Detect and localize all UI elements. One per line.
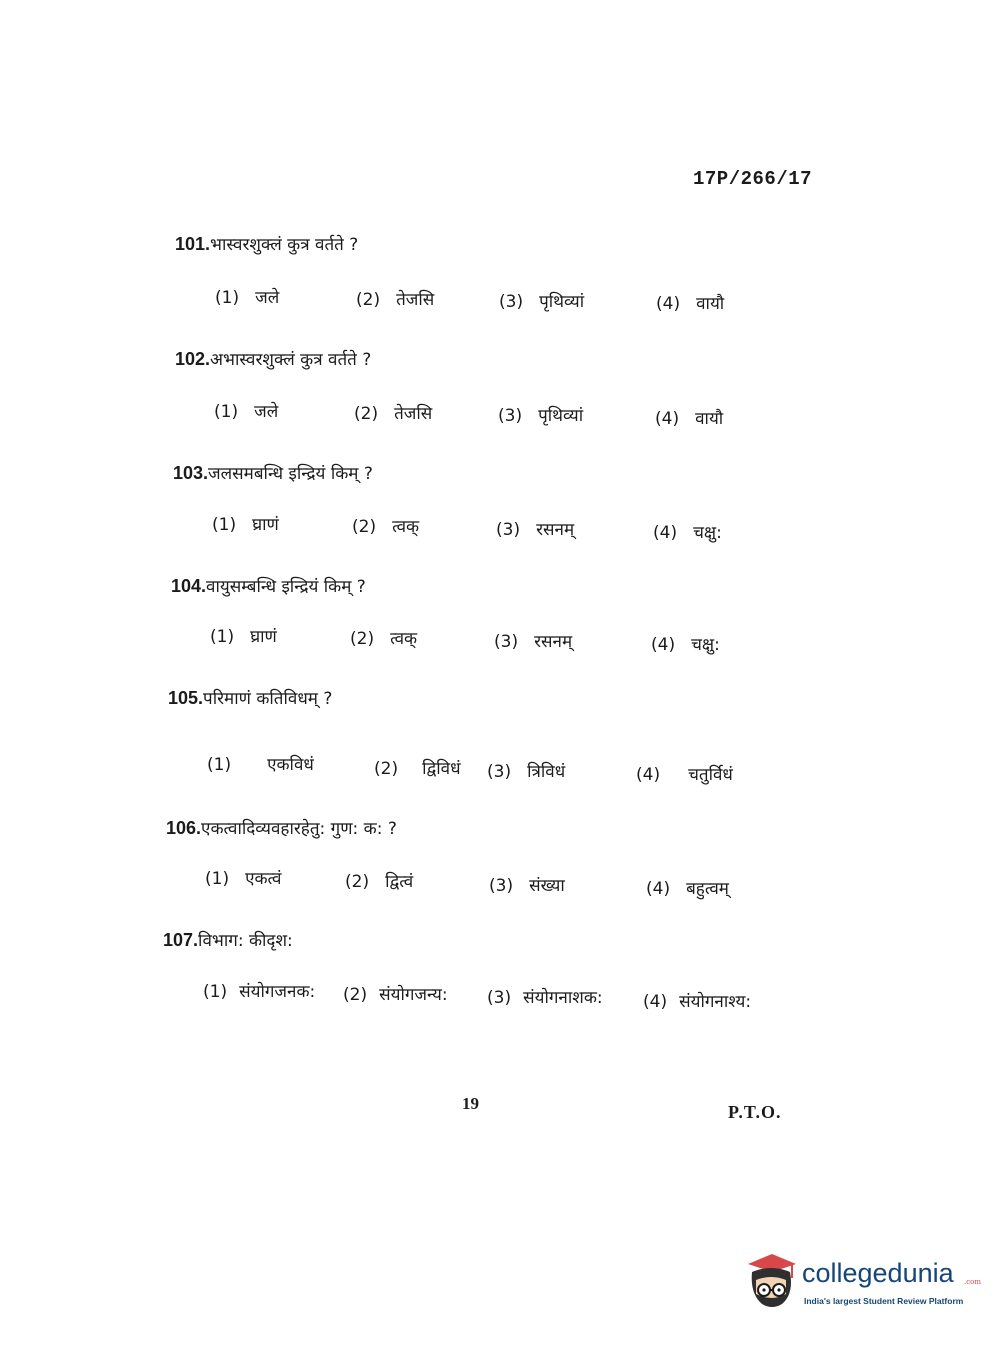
page-number: 19 [462, 1094, 479, 1113]
brand-tagline: India's largest Student Review Platform [804, 1296, 964, 1306]
question-103 [173, 461, 373, 484]
question-number: 106. [166, 818, 202, 838]
option-106-1[interactable]: (1) एकत्वं [205, 869, 282, 889]
question-number: 105. [168, 688, 204, 708]
question-text: परिमाणं कतिविधम् ? [203, 689, 333, 709]
option-107-1[interactable]: (1) संयोगजनक: [203, 982, 316, 1002]
option-105-1[interactable]: (1) एकविधं [207, 755, 314, 775]
option-104-4[interactable]: (4) चक्षु: [651, 635, 720, 655]
option-101-3[interactable]: (3) पृथिव्यां [499, 292, 585, 312]
paper-code: 17P/266/17 [693, 168, 813, 190]
option-104-2[interactable]: (2) त्वक् [350, 629, 418, 649]
question-101 [175, 232, 358, 255]
option-102-3[interactable]: (3) पृथिव्यां [498, 406, 584, 426]
option-105-2[interactable]: (2) द्विविधं [374, 759, 461, 779]
option-107-3[interactable]: (3) संयोगनाशक: [487, 988, 603, 1008]
option-102-1[interactable]: (1) जले [214, 402, 279, 422]
question-107 [163, 928, 293, 951]
option-107-4[interactable]: (4) संयोगनाश्य: [643, 992, 752, 1012]
question-number: 104. [171, 576, 207, 596]
option-102-4[interactable]: (4) वायौ [655, 409, 724, 429]
question-number: 107. [163, 930, 199, 950]
option-105-3[interactable]: (3) त्रिविधं [487, 762, 566, 782]
question-text: जलसमबन्धि इन्द्रियं किम् ? [208, 464, 373, 484]
option-106-3[interactable]: (3) संख्या [489, 876, 565, 896]
question-102 [175, 347, 371, 370]
question-number: 103. [173, 463, 209, 483]
question-number: 101. [175, 234, 211, 254]
question-number: 102. [175, 349, 211, 369]
question-106 [166, 816, 397, 839]
option-101-1[interactable]: (1) जले [215, 288, 280, 308]
option-107-2[interactable]: (2) संयोगजन्य: [343, 985, 448, 1005]
option-106-2[interactable]: (2) द्वित्वं [345, 872, 414, 892]
option-103-1[interactable]: (1) घ्राणं [212, 515, 279, 535]
option-103-4[interactable]: (4) चक्षु: [653, 523, 722, 543]
question-text: विभाग: कीदृश: [198, 931, 293, 951]
student-mascot-icon [742, 1250, 800, 1312]
option-103-2[interactable]: (2) त्वक् [352, 517, 420, 537]
question-105 [168, 686, 332, 709]
question-text: अभास्वरशुक्लं कुत्र वर्तते ? [210, 350, 372, 370]
option-102-2[interactable]: (2) तेजसि [354, 404, 433, 424]
brand-watermark[interactable] [742, 1250, 981, 1314]
question-text: वायुसम्बन्धि इन्द्रियं किम् ? [206, 577, 366, 597]
option-103-3[interactable]: (3) रसनम् [496, 520, 575, 540]
option-101-2[interactable]: (2) तेजसि [356, 290, 435, 310]
option-104-3[interactable]: (3) रसनम् [494, 632, 573, 652]
question-104 [171, 574, 366, 597]
option-104-1[interactable]: (1) घ्राणं [210, 627, 277, 647]
option-101-4[interactable]: (4) वायौ [656, 294, 725, 314]
question-text: भास्वरशुक्लं कुत्र वर्तते ? [210, 235, 359, 255]
brand-com: .com [964, 1278, 981, 1286]
brand-name: collegedunia [802, 1258, 954, 1288]
pto-label: P.T.O. [728, 1102, 782, 1122]
option-106-4[interactable]: (4) बहुत्वम् [646, 879, 729, 899]
option-105-4[interactable]: (4) चतुर्विधं [636, 765, 733, 785]
question-text: एकत्वादिव्यवहारहेतु: गुण: क: ? [201, 819, 397, 839]
